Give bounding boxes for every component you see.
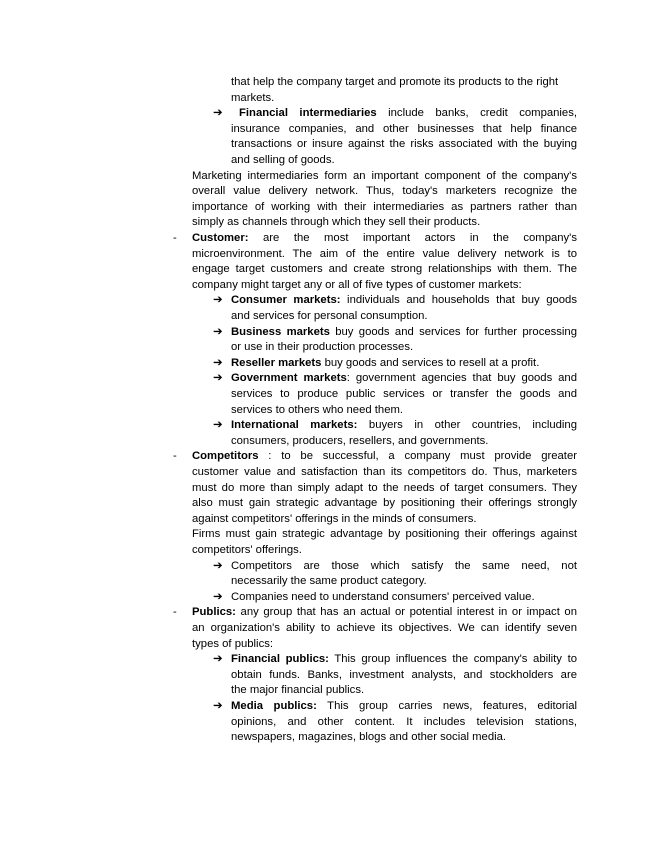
- arrow-bullet-icon: ➔: [213, 372, 223, 385]
- paragraph-line: [192, 184, 577, 200]
- paragraph-line: [231, 122, 577, 138]
- dash-bullet: -: [173, 450, 177, 463]
- list-item: [231, 371, 577, 387]
- text: consumers, producers, resellers, and governments.: [231, 434, 489, 447]
- paragraph-line: [231, 153, 335, 169]
- arrow-bullet-icon: ➔: [213, 419, 223, 432]
- list-item: [231, 652, 577, 668]
- term: International markets:: [231, 419, 358, 432]
- list-item: [231, 325, 577, 341]
- paragraph-line: [192, 247, 577, 263]
- term: Business markets: [231, 325, 330, 338]
- text: importance of working with their intermediaries as partners rather than: [192, 200, 577, 213]
- list-item: [231, 356, 539, 372]
- term: Reseller markets: [231, 356, 322, 369]
- text: insurance companies, and other businesses that help finance: [231, 122, 577, 135]
- text: buyers in other countries, including: [357, 419, 577, 432]
- paragraph-line: [192, 512, 477, 528]
- arrow-bullet-icon: ➔: [213, 356, 223, 369]
- list-item-line: [231, 715, 577, 731]
- text: types of publics:: [192, 637, 274, 650]
- text: and services for personal consumption.: [231, 310, 428, 322]
- list-item-line: [231, 730, 506, 746]
- term: Customer:: [192, 232, 249, 244]
- text: engage target customers and create strong relationships with them. The: [192, 263, 577, 276]
- list-item-line: [231, 340, 413, 356]
- paragraph-line: [192, 169, 577, 185]
- list-item: [231, 559, 577, 575]
- list-item-line: [231, 668, 577, 684]
- list-item-line: [231, 434, 488, 450]
- paragraph-line: [231, 75, 558, 91]
- text: markets.: [231, 91, 275, 104]
- text: customer value and satisfaction than its competitors do. Thus, marketers: [192, 466, 577, 478]
- text: microenvironment. The aim of the entire value delivery network is to: [192, 247, 577, 260]
- text: buy goods and services to resell at a profit.: [321, 356, 540, 369]
- text: Firms must gain strategic advantage by positioning their offerings against: [192, 528, 577, 541]
- term: Government markets: [231, 372, 347, 385]
- paragraph-line: [192, 543, 302, 559]
- text: must do more than simply adapt to the needs of target consumers. They: [192, 481, 577, 494]
- text: are the most important actors in the company's: [248, 232, 577, 244]
- term: Competitors: [192, 450, 259, 463]
- text: an organization's ability to achieve its objectives. We can identify seven: [192, 622, 577, 634]
- paragraph-line: [231, 91, 274, 107]
- paragraph-line: [192, 637, 273, 653]
- list-item: [231, 590, 535, 606]
- text: : government agencies that buy goods and: [346, 372, 577, 385]
- text: : to be successful, a company must provide greater: [258, 450, 577, 463]
- list-item-line: [231, 309, 428, 325]
- term: Media publics:: [231, 700, 317, 712]
- text: obtain funds. Banks, investment analysts, and stockholders are: [231, 668, 577, 681]
- text: against competitors' offerings in the minds of consumers.: [192, 512, 477, 525]
- text: and selling of goods.: [231, 154, 335, 166]
- arrow-bullet-icon: ➔: [213, 700, 223, 712]
- paragraph-line: [192, 262, 577, 278]
- arrow-bullet-icon: ➔: [213, 107, 223, 120]
- text: Competitors are those which satisfy the same need, not: [231, 559, 577, 572]
- arrow-bullet-icon: ➔: [213, 653, 223, 666]
- paragraph-line: [192, 496, 577, 512]
- dash-bullet: -: [173, 232, 177, 244]
- text: competitors' offerings.: [192, 544, 302, 556]
- list-item: [231, 418, 577, 434]
- text: simply as channels through which they sell their products.: [192, 216, 481, 229]
- text: that help the company target and promote its products to the right: [231, 76, 559, 88]
- list-item-financial-intermediaries: [239, 106, 577, 122]
- paragraph-line: [192, 465, 577, 481]
- term: Financial publics:: [231, 653, 329, 666]
- list-item: [231, 699, 577, 715]
- paragraph-line: [192, 481, 577, 497]
- text: any group that has an actual or potential interest in or impact on: [235, 606, 577, 619]
- text: services to produce public services or transfer the goods and: [231, 388, 577, 400]
- text: individuals and households that buy goods: [340, 294, 577, 307]
- paragraph-line: [231, 137, 577, 153]
- text: Marketing intermediaries form an important component of the company's: [192, 169, 577, 182]
- text: overall value delivery network. Thus, today's marketers recognize the: [192, 185, 577, 198]
- paragraph-line: [192, 527, 577, 543]
- arrow-bullet-icon: ➔: [213, 590, 223, 603]
- paragraph-line: [192, 215, 480, 231]
- list-item-line: [231, 574, 427, 590]
- list-item-line: [231, 387, 577, 403]
- text: transactions or insure against the risks associated with the buying: [231, 138, 577, 151]
- text: This group carries news, features, editorial: [316, 700, 577, 712]
- text: company might target any or all of five types of customer markets:: [192, 278, 522, 291]
- arrow-bullet-icon: ➔: [213, 325, 223, 338]
- paragraph-line: [192, 621, 577, 637]
- arrow-bullet-icon: ➔: [213, 294, 223, 307]
- section-heading-publics: [192, 605, 577, 621]
- list-item-line: [231, 683, 364, 699]
- list-item-line: [231, 403, 403, 419]
- text: include banks, credit companies,: [376, 107, 577, 120]
- term: Financial intermediaries: [239, 107, 377, 120]
- term: Consumer markets:: [231, 294, 341, 307]
- paragraph-line: [192, 278, 522, 294]
- section-heading-customer: [192, 231, 577, 247]
- text: or use in their production processes.: [231, 341, 414, 354]
- text: buy goods and services for further processing: [329, 325, 577, 338]
- text: the major financial publics.: [231, 684, 365, 697]
- paragraph-line: [192, 200, 577, 216]
- text: newspapers, magazines, blogs and other social media.: [231, 731, 507, 744]
- arrow-bullet-icon: ➔: [213, 559, 223, 572]
- term: Publics:: [192, 606, 236, 619]
- text: services to others who need them.: [231, 403, 404, 416]
- text: also must gain strategic advantage by positioning their offerings strongly: [192, 497, 577, 510]
- text: opinions, and other content. It includes television stations,: [231, 715, 577, 728]
- section-heading-competitors: [192, 449, 577, 465]
- list-item: [231, 293, 577, 309]
- text: This group influences the company's ability to: [328, 653, 577, 666]
- dash-bullet: -: [173, 606, 177, 619]
- text: necessarily the same product category.: [231, 575, 427, 588]
- text: Companies need to understand consumers' perceived value.: [231, 590, 535, 603]
